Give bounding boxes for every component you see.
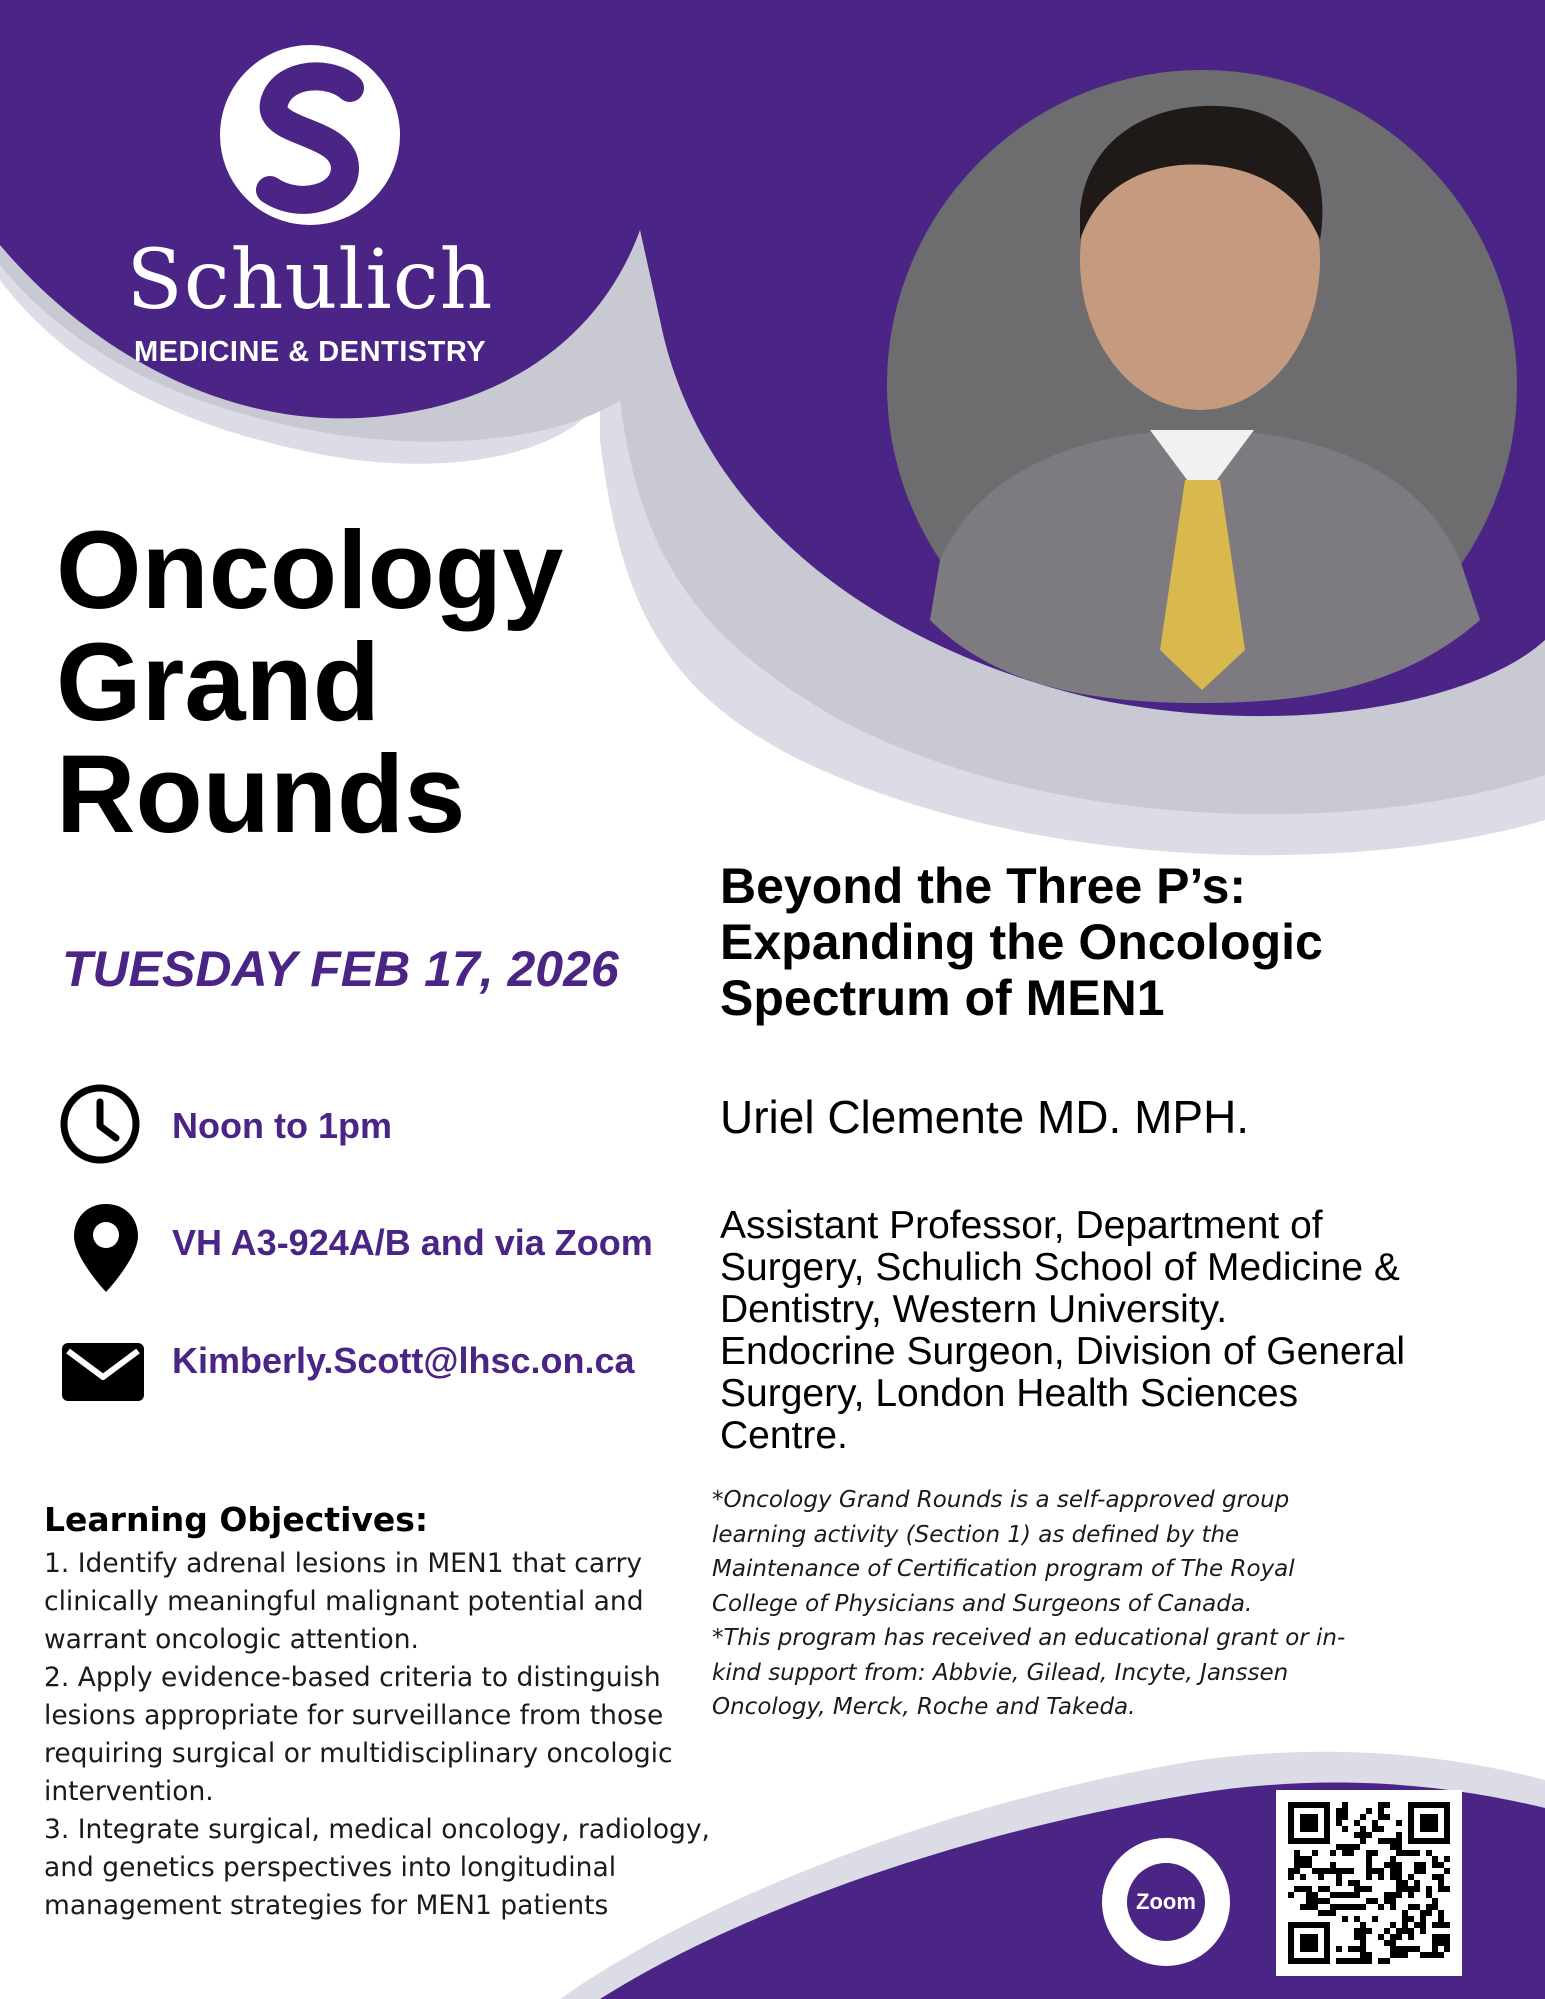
- event-title: [56, 509, 564, 856]
- qr-finder-pattern: [1300, 1814, 1318, 1832]
- qr-module: [1426, 1904, 1432, 1910]
- qr-module: [1420, 1862, 1426, 1868]
- qr-module: [1390, 1838, 1396, 1844]
- qr-module: [1384, 1958, 1390, 1964]
- event-time: Noon to 1pm: [172, 1105, 392, 1146]
- affiliation-line: Centre.: [720, 1414, 848, 1457]
- qr-module: [1348, 1844, 1354, 1850]
- qr-module: [1330, 1904, 1336, 1910]
- qr-module: [1294, 1886, 1300, 1892]
- qr-module: [1288, 1892, 1294, 1898]
- qr-module: [1336, 1880, 1342, 1886]
- qr-module: [1432, 1898, 1438, 1904]
- qr-module: [1294, 1850, 1300, 1856]
- qr-module: [1324, 1868, 1330, 1874]
- qr-module: [1354, 1916, 1360, 1922]
- talk-title-line: Beyond the Three P’s:: [720, 858, 1247, 914]
- qr-module: [1336, 1892, 1342, 1898]
- disclaimer-line: kind support from: Abbvie, Gilead, Incyte, Janssen: [712, 1659, 1289, 1686]
- event-location: VH A3-924A/B and via Zoom: [172, 1222, 653, 1263]
- qr-module: [1396, 1886, 1402, 1892]
- qr-module: [1378, 1838, 1384, 1844]
- qr-module: [1372, 1850, 1378, 1856]
- affiliation-line: Endocrine Surgeon, Division of General: [720, 1330, 1406, 1373]
- affiliation-line: Assistant Professor, Department of: [720, 1204, 1323, 1247]
- logo-subtitle: MEDICINE & DENTISTRY: [133, 336, 487, 368]
- qr-module: [1330, 1892, 1336, 1898]
- affiliation-line: Dentistry, Western University.: [720, 1288, 1228, 1331]
- objective-line: lesions appropriate for surveillance from those: [44, 1700, 664, 1731]
- qr-module: [1312, 1904, 1318, 1910]
- qr-module: [1390, 1922, 1396, 1928]
- qr-module: [1372, 1826, 1378, 1832]
- qr-module: [1342, 1844, 1348, 1850]
- qr-module: [1360, 1952, 1366, 1958]
- qr-module: [1342, 1916, 1348, 1922]
- qr-module: [1336, 1904, 1342, 1910]
- qr-module: [1366, 1832, 1372, 1838]
- event-date: TUESDAY FEB 17, 2026: [62, 941, 619, 997]
- qr-module: [1312, 1868, 1318, 1874]
- qr-module: [1426, 1952, 1432, 1958]
- qr-module: [1396, 1892, 1402, 1898]
- contact-email[interactable]: Kimberly.Scott@lhsc.on.ca: [172, 1340, 635, 1381]
- qr-module: [1390, 1934, 1396, 1940]
- qr-module: [1366, 1856, 1372, 1862]
- qr-module: [1384, 1928, 1390, 1934]
- qr-module: [1384, 1814, 1390, 1820]
- qr-module: [1390, 1904, 1396, 1910]
- qr-module: [1408, 1928, 1414, 1934]
- qr-module: [1306, 1892, 1312, 1898]
- qr-module: [1414, 1946, 1420, 1952]
- qr-module: [1348, 1904, 1354, 1910]
- qr-module: [1396, 1946, 1402, 1952]
- qr-module: [1396, 1850, 1402, 1856]
- qr-module: [1360, 1934, 1366, 1940]
- qr-module: [1336, 1820, 1342, 1826]
- qr-module: [1408, 1916, 1414, 1922]
- qr-module: [1426, 1892, 1432, 1898]
- disclaimer-line: Maintenance of Certification program of The Royal: [712, 1556, 1295, 1582]
- qr-module: [1348, 1880, 1354, 1886]
- qr-module: [1378, 1874, 1384, 1880]
- qr-module: [1408, 1850, 1414, 1856]
- qr-module: [1294, 1868, 1300, 1874]
- qr-finder-pattern: [1420, 1814, 1438, 1832]
- qr-module: [1414, 1850, 1420, 1856]
- qr-module: [1408, 1874, 1414, 1880]
- qr-module: [1336, 1874, 1342, 1880]
- qr-module: [1342, 1850, 1348, 1856]
- qr-module: [1288, 1874, 1294, 1880]
- qr-module: [1402, 1922, 1408, 1928]
- qr-module: [1318, 1868, 1324, 1874]
- qr-module: [1396, 1844, 1402, 1850]
- talk-title-line: Expanding the Oncologic: [720, 914, 1323, 970]
- qr-module: [1432, 1856, 1438, 1862]
- qr-module: [1378, 1934, 1384, 1940]
- qr-module: [1444, 1868, 1450, 1874]
- qr-module: [1444, 1940, 1450, 1946]
- qr-module: [1372, 1898, 1378, 1904]
- qr-module: [1378, 1808, 1384, 1814]
- qr-module: [1390, 1940, 1396, 1946]
- qr-module: [1438, 1910, 1444, 1916]
- qr-module: [1366, 1886, 1372, 1892]
- qr-module: [1438, 1886, 1444, 1892]
- qr-module: [1432, 1946, 1438, 1952]
- qr-module: [1306, 1904, 1312, 1910]
- qr-module: [1360, 1904, 1366, 1910]
- qr-module: [1366, 1868, 1372, 1874]
- qr-module: [1396, 1934, 1402, 1940]
- qr-module: [1300, 1874, 1306, 1880]
- zoom-camera-icon[interactable]: Zoom: [1127, 1863, 1205, 1941]
- qr-module: [1306, 1898, 1312, 1904]
- qr-module: [1372, 1916, 1378, 1922]
- qr-module: [1336, 1958, 1342, 1964]
- qr-module: [1378, 1868, 1384, 1874]
- qr-module: [1342, 1802, 1348, 1808]
- qr-module: [1336, 1946, 1342, 1952]
- qr-module: [1348, 1850, 1354, 1856]
- qr-module: [1366, 1952, 1372, 1958]
- qr-module: [1402, 1880, 1408, 1886]
- qr-module: [1360, 1928, 1366, 1934]
- envelope-icon: [62, 1343, 144, 1401]
- objective-line: and genetics perspectives into longitudinal: [44, 1852, 617, 1883]
- qr-module: [1336, 1868, 1342, 1874]
- qr-module: [1396, 1838, 1402, 1844]
- qr-finder-pattern: [1300, 1934, 1318, 1952]
- qr-module: [1396, 1868, 1402, 1874]
- qr-module: [1378, 1958, 1384, 1964]
- qr-module: [1342, 1892, 1348, 1898]
- qr-module: [1444, 1922, 1450, 1928]
- qr-module: [1318, 1898, 1324, 1904]
- qr-module: [1384, 1940, 1390, 1946]
- objective-line: 1. Identify adrenal lesions in MEN1 that carry: [44, 1548, 643, 1579]
- qr-module: [1396, 1952, 1402, 1958]
- qr-module: [1438, 1940, 1444, 1946]
- qr-module: [1414, 1904, 1420, 1910]
- qr-module: [1378, 1802, 1384, 1808]
- qr-module: [1324, 1910, 1330, 1916]
- event-title-line: Rounds: [56, 733, 466, 856]
- qr-module: [1354, 1886, 1360, 1892]
- location-pin-icon: [70, 1200, 142, 1296]
- qr-module: [1438, 1916, 1444, 1922]
- learning-objectives: [44, 1500, 724, 1925]
- qr-module: [1432, 1862, 1438, 1868]
- qr-module: [1360, 1886, 1366, 1892]
- schulich-logo-mark: [220, 45, 400, 225]
- qr-module: [1312, 1850, 1318, 1856]
- qr-module: [1444, 1934, 1450, 1940]
- qr-module: [1390, 1892, 1396, 1898]
- qr-module: [1306, 1862, 1312, 1868]
- qr-module: [1396, 1880, 1402, 1886]
- qr-module: [1402, 1946, 1408, 1952]
- qr-module: [1438, 1874, 1444, 1880]
- qr-module: [1342, 1808, 1348, 1814]
- speaker-photo: [884, 67, 1520, 703]
- qr-module: [1300, 1856, 1306, 1862]
- qr-module: [1294, 1856, 1300, 1862]
- disclaimer-line: Oncology, Merck, Roche and Takeda.: [712, 1694, 1136, 1720]
- qr-module: [1300, 1862, 1306, 1868]
- qr-module: [1444, 1856, 1450, 1862]
- qr-module: [1420, 1928, 1426, 1934]
- qr-module: [1354, 1946, 1360, 1952]
- qr-module: [1366, 1862, 1372, 1868]
- disclaimer-line: learning activity (Section 1) as defined by the: [712, 1521, 1240, 1548]
- qr-module: [1354, 1934, 1360, 1940]
- qr-module: [1300, 1904, 1306, 1910]
- disclaimer: [712, 1483, 1412, 1725]
- qr-module: [1354, 1832, 1360, 1838]
- qr-module: [1354, 1928, 1360, 1934]
- qr-module: [1378, 1826, 1384, 1832]
- qr-module: [1390, 1952, 1396, 1958]
- qr-module: [1438, 1880, 1444, 1886]
- qr-module: [1294, 1862, 1300, 1868]
- qr-module: [1354, 1904, 1360, 1910]
- qr-module: [1324, 1898, 1330, 1904]
- qr-module: [1390, 1946, 1396, 1952]
- qr-module: [1372, 1820, 1378, 1826]
- qr-module: [1318, 1910, 1324, 1916]
- qr-module: [1390, 1898, 1396, 1904]
- qr-module: [1390, 1874, 1396, 1880]
- qr-module: [1342, 1904, 1348, 1910]
- qr-module: [1390, 1862, 1396, 1868]
- qr-module: [1312, 1892, 1318, 1898]
- qr-module: [1402, 1952, 1408, 1958]
- qr-module: [1414, 1886, 1420, 1892]
- qr-module: [1414, 1868, 1420, 1874]
- qr-module: [1330, 1850, 1336, 1856]
- qr-module: [1354, 1844, 1360, 1850]
- speaker-affiliation: [720, 1205, 1510, 1457]
- qr-module: [1426, 1910, 1432, 1916]
- qr-module: [1348, 1868, 1354, 1874]
- qr-module: [1396, 1874, 1402, 1880]
- qr-module: [1438, 1922, 1444, 1928]
- event-title-line: Grand: [56, 621, 380, 744]
- qr-module: [1360, 1832, 1366, 1838]
- qr-module: [1342, 1868, 1348, 1874]
- qr-module: [1432, 1904, 1438, 1910]
- qr-module: [1444, 1946, 1450, 1952]
- qr-module: [1366, 1928, 1372, 1934]
- event-title-line: Oncology: [56, 509, 564, 632]
- speaker-name: Uriel Clemente MD. MPH.: [720, 1091, 1250, 1143]
- qr-code[interactable]: [1288, 1802, 1450, 1964]
- qr-module: [1330, 1862, 1336, 1868]
- objective-line: 3. Integrate surgical, medical oncology, radiology,: [44, 1814, 710, 1845]
- qr-module: [1396, 1862, 1402, 1868]
- qr-module: [1336, 1808, 1342, 1814]
- qr-module: [1432, 1940, 1438, 1946]
- qr-module: [1438, 1862, 1444, 1868]
- qr-module: [1378, 1814, 1384, 1820]
- qr-module: [1384, 1898, 1390, 1904]
- qr-module: [1396, 1928, 1402, 1934]
- affiliation-line: Surgery, Schulich School of Medicine &: [720, 1246, 1400, 1289]
- qr-module: [1426, 1886, 1432, 1892]
- qr-module: [1366, 1850, 1372, 1856]
- qr-module: [1438, 1934, 1444, 1940]
- qr-module: [1360, 1922, 1366, 1928]
- qr-module: [1420, 1868, 1426, 1874]
- talk-title: [720, 858, 1520, 1026]
- qr-module: [1330, 1910, 1336, 1916]
- qr-module: [1360, 1838, 1366, 1844]
- qr-module: [1360, 1814, 1366, 1820]
- qr-module: [1444, 1886, 1450, 1892]
- qr-module: [1432, 1922, 1438, 1928]
- learning-objectives-heading: Learning Objectives:: [44, 1500, 429, 1539]
- qr-module: [1360, 1826, 1366, 1832]
- qr-module: [1402, 1850, 1408, 1856]
- qr-module: [1414, 1862, 1420, 1868]
- qr-module: [1408, 1946, 1414, 1952]
- qr-module: [1384, 1802, 1390, 1808]
- qr-module: [1396, 1820, 1402, 1826]
- qr-module: [1348, 1958, 1354, 1964]
- qr-module: [1432, 1934, 1438, 1940]
- objective-line: clinically meaningful malignant potential and: [44, 1586, 644, 1617]
- qr-module: [1306, 1886, 1312, 1892]
- qr-module: [1324, 1886, 1330, 1892]
- qr-module: [1408, 1892, 1414, 1898]
- qr-module: [1402, 1910, 1408, 1916]
- qr-module: [1312, 1898, 1318, 1904]
- qr-module: [1420, 1910, 1426, 1916]
- objective-line: warrant oncologic attention.: [44, 1624, 419, 1655]
- disclaimer-line: College of Physicians and Surgeons of Canada.: [712, 1590, 1253, 1617]
- qr-module: [1300, 1886, 1306, 1892]
- qr-module: [1426, 1850, 1432, 1856]
- qr-module: [1408, 1886, 1414, 1892]
- qr-module: [1414, 1922, 1420, 1928]
- qr-module: [1354, 1880, 1360, 1886]
- qr-module: [1336, 1814, 1342, 1820]
- qr-module: [1402, 1886, 1408, 1892]
- qr-module: [1342, 1814, 1348, 1820]
- qr-module: [1336, 1844, 1342, 1850]
- qr-module: [1420, 1952, 1426, 1958]
- qr-module: [1366, 1874, 1372, 1880]
- disclaimer-line: *This program has received an educational grant or in-: [712, 1625, 1346, 1651]
- disclaimer-line: *Oncology Grand Rounds is a self-approved group: [712, 1487, 1290, 1513]
- qr-module: [1366, 1898, 1372, 1904]
- qr-module: [1390, 1844, 1396, 1850]
- affiliation-line: Surgery, London Health Sciences: [720, 1372, 1299, 1415]
- qr-module: [1414, 1880, 1420, 1886]
- qr-module: [1354, 1958, 1360, 1964]
- qr-module: [1318, 1886, 1324, 1892]
- qr-module: [1384, 1862, 1390, 1868]
- objective-line: management strategies for MEN1 patients: [44, 1890, 609, 1921]
- qr-module: [1354, 1892, 1360, 1898]
- qr-module: [1420, 1916, 1426, 1922]
- qr-module: [1366, 1958, 1372, 1964]
- qr-module: [1342, 1826, 1348, 1832]
- qr-module: [1384, 1892, 1390, 1898]
- qr-module: [1330, 1868, 1336, 1874]
- schulich-wordmark: Schulich: [126, 233, 494, 328]
- qr-module: [1360, 1958, 1366, 1964]
- qr-module: [1438, 1952, 1444, 1958]
- qr-module: [1420, 1922, 1426, 1928]
- clock-icon: [58, 1082, 142, 1166]
- qr-module: [1318, 1874, 1324, 1880]
- objective-line: intervention.: [44, 1776, 214, 1807]
- qr-module: [1390, 1856, 1396, 1862]
- qr-module: [1306, 1856, 1312, 1862]
- qr-module: [1378, 1904, 1384, 1910]
- objective-line: requiring surgical or multidisciplinary oncologic: [44, 1738, 673, 1769]
- qr-module: [1342, 1958, 1348, 1964]
- qr-module: [1354, 1820, 1360, 1826]
- talk-title-line: Spectrum of MEN1: [720, 970, 1165, 1026]
- qr-module: [1360, 1940, 1366, 1946]
- qr-module: [1348, 1946, 1354, 1952]
- qr-module: [1432, 1952, 1438, 1958]
- qr-module: [1366, 1808, 1372, 1814]
- qr-module: [1390, 1868, 1396, 1874]
- qr-module: [1408, 1904, 1414, 1910]
- qr-module: [1348, 1892, 1354, 1898]
- qr-module: [1402, 1928, 1408, 1934]
- qr-module: [1432, 1874, 1438, 1880]
- qr-module: [1384, 1838, 1390, 1844]
- qr-module: [1288, 1868, 1294, 1874]
- objective-line: 2. Apply evidence-based criteria to distinguish: [44, 1662, 661, 1693]
- qr-module: [1408, 1934, 1414, 1940]
- qr-module: [1372, 1868, 1378, 1874]
- qr-module: [1402, 1916, 1408, 1922]
- qr-module: [1360, 1946, 1366, 1952]
- qr-module: [1396, 1832, 1402, 1838]
